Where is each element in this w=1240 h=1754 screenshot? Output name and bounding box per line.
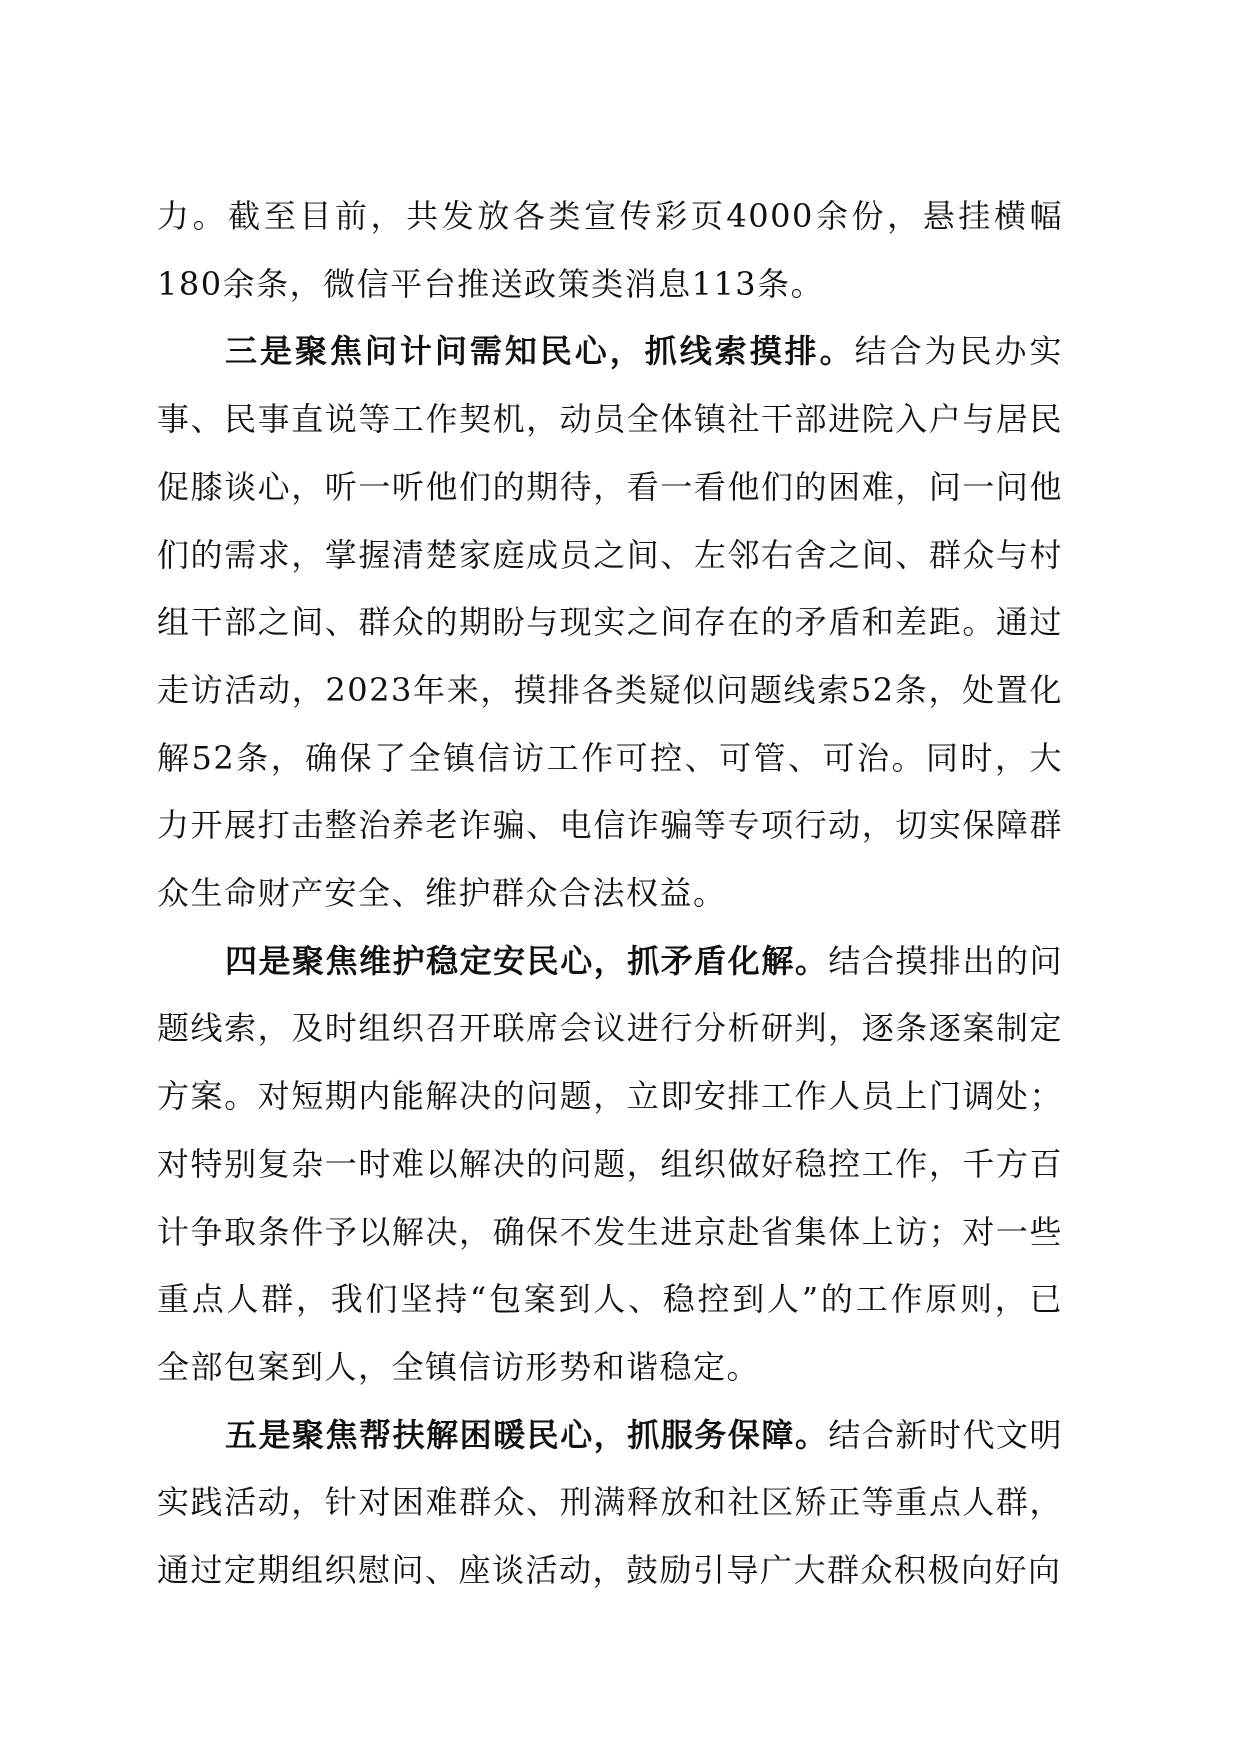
paragraph-lead: 四是聚焦维护稳定安民心，抓矛盾化解。	[225, 941, 829, 980]
document-body	[157, 183, 1063, 1605]
paragraph-body: 力。截至目前，共发放各类宣传彩页4000余份，悬挂横幅180余条，微信平台推送政策类消息113条。	[157, 197, 1063, 303]
paragraph-lead: 五是聚焦帮扶解困暖民心，抓服务保障。	[225, 1415, 829, 1454]
paragraph-continuation	[157, 183, 1063, 318]
paragraph-conflict-resolution	[157, 928, 1063, 1402]
paragraph-clue-investigation	[157, 318, 1063, 927]
paragraph-lead: 三是聚焦问计问需知民心，抓线索摸排。	[225, 332, 855, 371]
paragraph-service-support	[157, 1402, 1063, 1605]
paragraph-body: 结合摸排出的问题线索，及时组织召开联席会议进行分析研判，逐条逐案制定方案。对短期内能解决的问题，立即安排工作人员上门调处；对特别复杂一时难以解决的问题，组织做好稳控工作，千方百计争取条件予以解决，确保不发生进京赴省集体上访；对一些重点人群，我们坚持“包案到人、稳控到人”的工作原则，已全部包案到人，全镇信访形势和谐稳定。	[157, 941, 1063, 1386]
paragraph-body: 结合新时代文明实践活动，针对困难群众、刑满释放和社区矫正等重点人群，通过定期组织慰问、座谈活动，鼓励引导广大群众积极向好向	[157, 1415, 1063, 1590]
paragraph-body: 结合为民办实事、民事直说等工作契机，动员全体镇社干部进院入户与居民促膝谈心，听一听他们的期待，看一看他们的困难，问一问他们的需求，掌握清楚家庭成员之间、左邻右舍之间、群众与村组干部之间、群众的期盼与现实之间存在的矛盾和差距。通过走访活动，2023年来，摸排各类疑似问题线索52条，处置化解52条，确保了全镇信访工作可控、可管、可治。同时，大力开展打击整治养老诈骗、电信诈骗等专项行动，切实保障群众生命财产安全、维护群众合法权益。	[157, 332, 1063, 913]
